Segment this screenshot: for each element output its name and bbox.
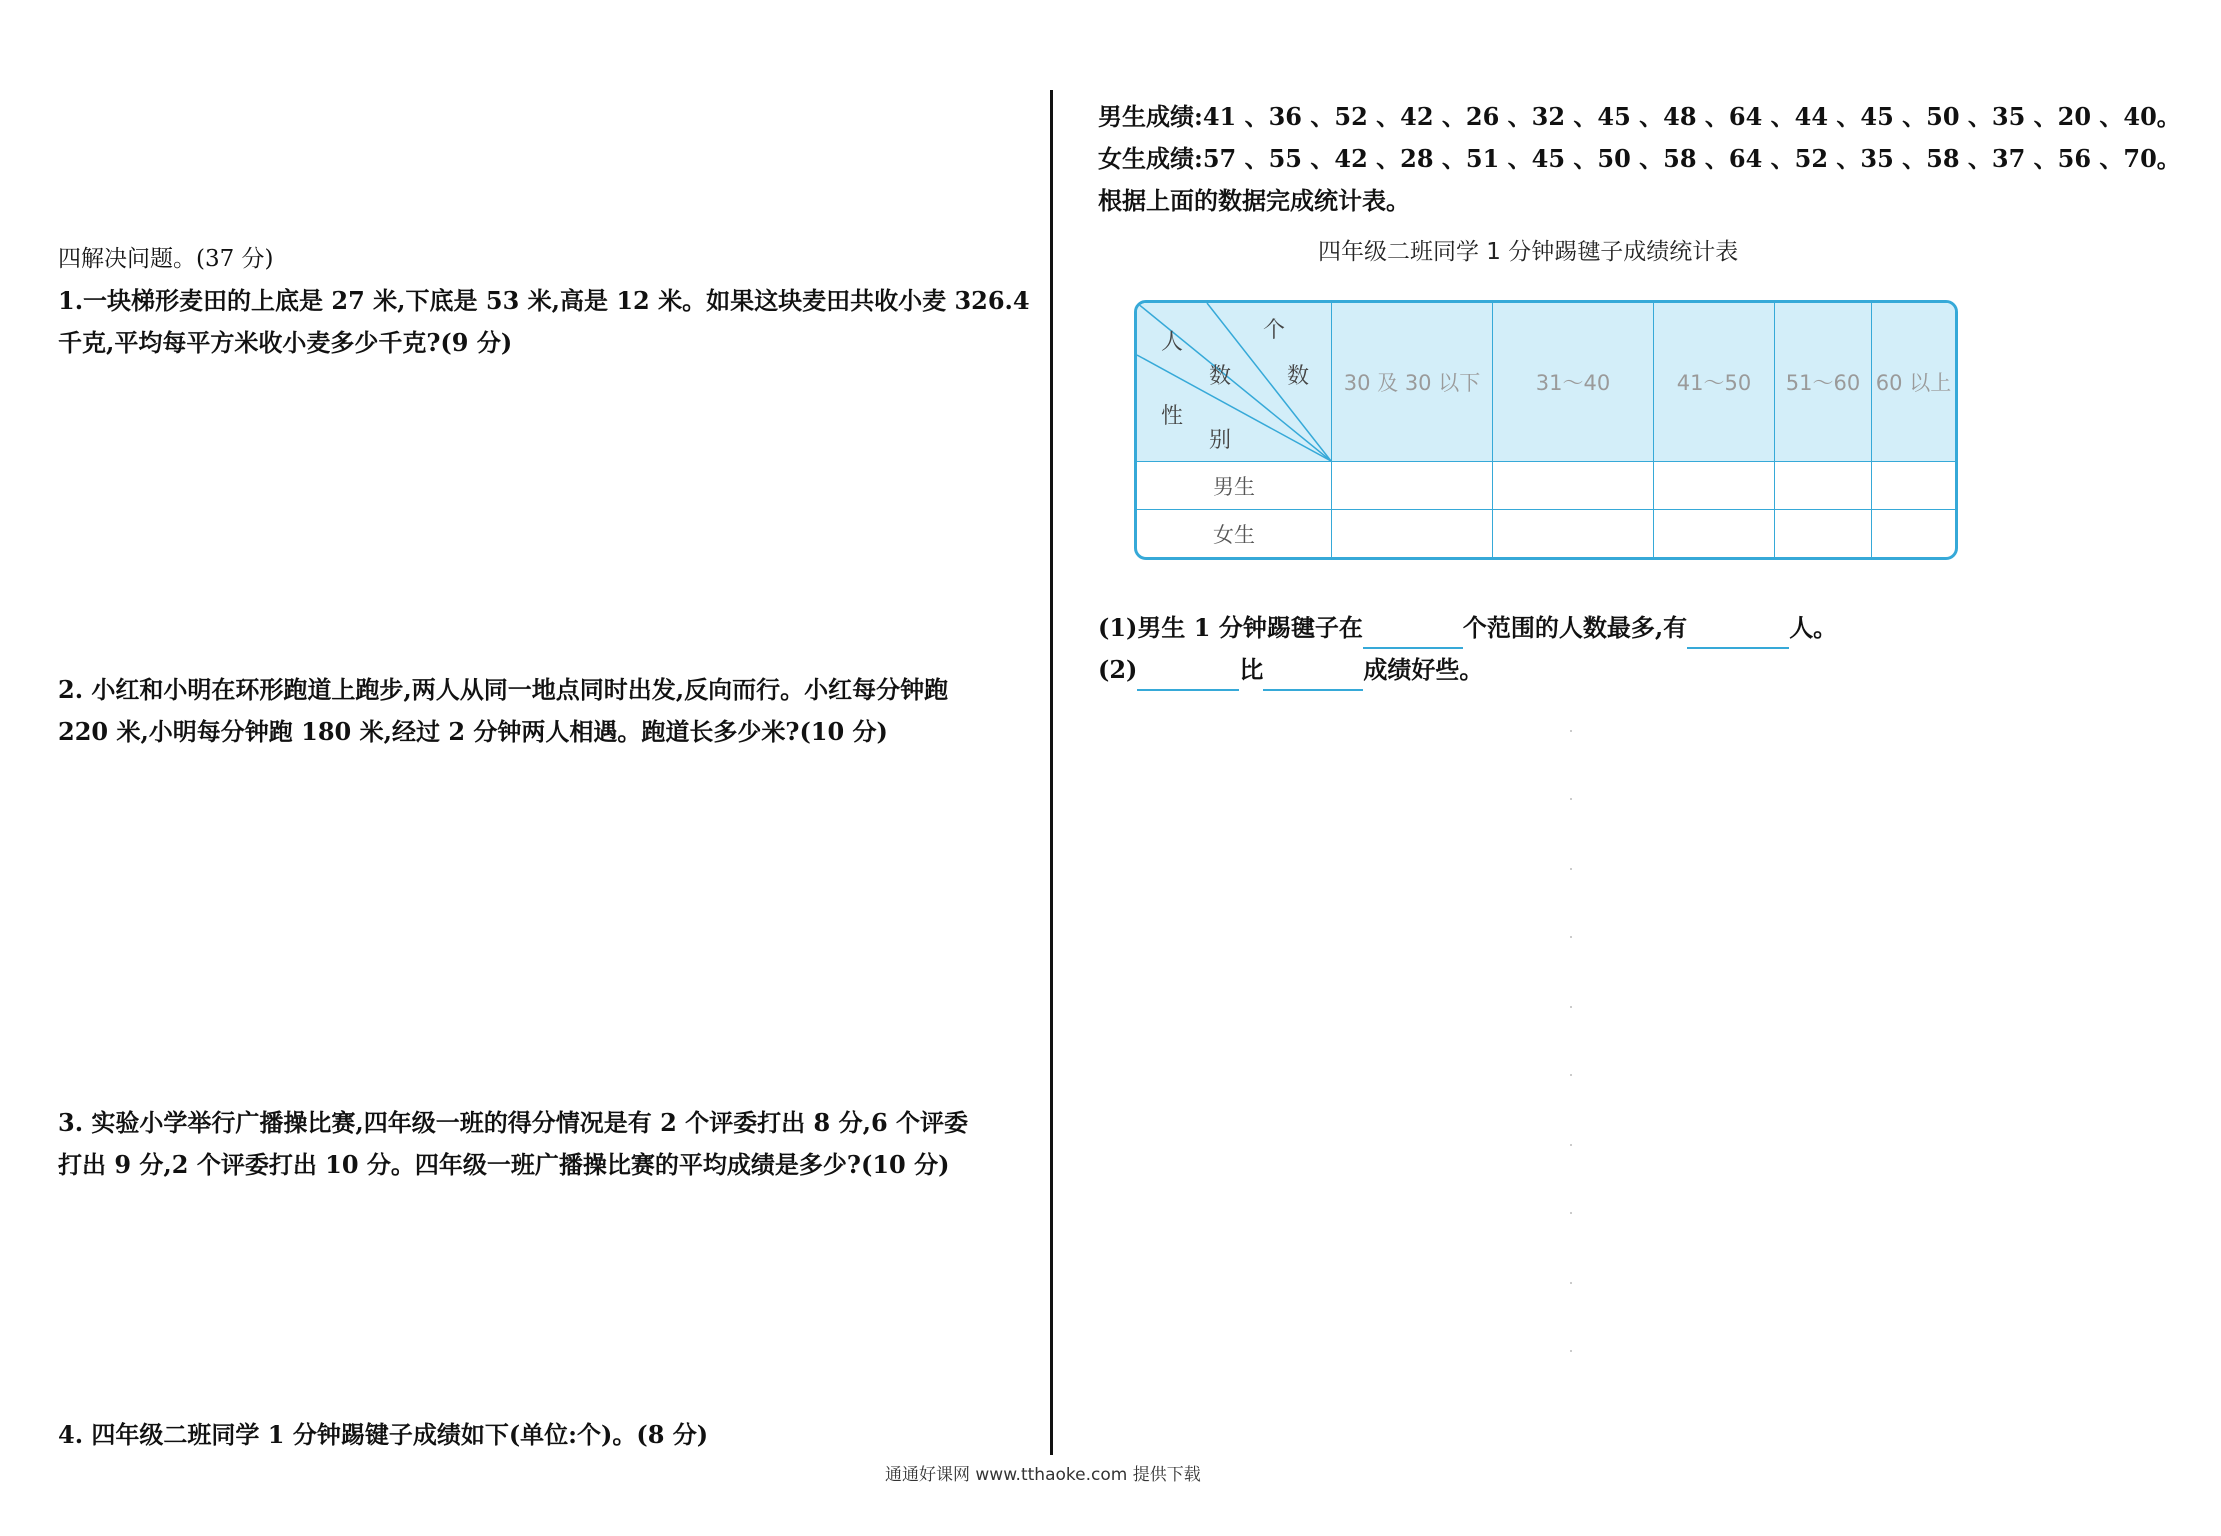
table-row <box>1137 462 1955 510</box>
table-cell[interactable] <box>1872 510 1956 558</box>
diag-label-shu1: 数 <box>1209 364 1232 389</box>
column-header: 41～50 <box>1654 303 1775 462</box>
sub-question-2-part-a: (2) <box>1098 655 1138 684</box>
table-cell[interactable] <box>1493 510 1654 558</box>
dot <box>1570 1212 1572 1214</box>
table-instruction: 根据上面的数据完成统计表。 <box>1098 186 1410 215</box>
sub-question-1 <box>1098 607 1837 649</box>
dot <box>1570 1006 1572 1008</box>
footer-watermark: 通通好课网 www.tthaoke.com 提供下载 <box>885 1465 1201 1485</box>
table-cell[interactable] <box>1332 462 1493 510</box>
diag-label-bie: 别 <box>1209 428 1232 453</box>
table-cell[interactable] <box>1654 462 1775 510</box>
sub-question-2-part-b: 比 <box>1239 655 1264 684</box>
dot <box>1570 936 1572 938</box>
section-title: 四解决问题。(37 分) <box>58 246 274 272</box>
answer-blank[interactable] <box>1363 617 1463 649</box>
dot <box>1570 868 1572 870</box>
diag-label-ren: 人 <box>1161 330 1184 355</box>
dot <box>1570 1282 1572 1284</box>
table-cell[interactable] <box>1872 462 1956 510</box>
girls-scores: 女生成绩:57 、55 、42 、28 、51 、45 、50 、58 、64 、52 、35 、58 、37 、56 、70。 <box>1098 144 2181 173</box>
question-1-line-1: 1.一块梯形麦田的上底是 27 米,下底是 53 米,高是 12 米。如果这块麦田共收小麦 326.4 <box>58 286 1030 315</box>
column-header: 30 及 30 以下 <box>1332 303 1493 462</box>
dot <box>1570 1074 1572 1076</box>
column-divider <box>1050 90 1053 1455</box>
diagonal-header-cell <box>1137 303 1332 462</box>
row-label: 男生 <box>1137 462 1332 510</box>
diag-label-xing: 性 <box>1161 404 1184 429</box>
table-cell[interactable] <box>1775 462 1872 510</box>
sub-question-1-part-b: 个范围的人数最多,有 <box>1462 613 1688 642</box>
question-2-line-1: 2. 小红和小明在环形跑道上跑步,两人从同一地点同时出发,反向而行。小红每分钟跑 <box>58 675 949 704</box>
boys-scores: 男生成绩:41 、36 、52 、42 、26 、32 、45 、48 、64 、44 、45 、50 、35 、20 、40。 <box>1098 102 2181 131</box>
dot <box>1570 730 1572 732</box>
question-1-line-2: 千克,平均每平方米收小麦多少千克?(9 分) <box>58 328 513 357</box>
dot <box>1570 1144 1572 1146</box>
diag-label-ge: 个 <box>1263 318 1286 343</box>
column-header: 31～40 <box>1493 303 1654 462</box>
column-header: 60 以上 <box>1872 303 1956 462</box>
table-cell[interactable] <box>1493 462 1654 510</box>
left-column <box>58 0 1030 1536</box>
answer-blank[interactable] <box>1263 659 1363 691</box>
question-2-line-2: 220 米,小明每分钟跑 180 米,经过 2 分钟两人相遇。跑道长多少米?(10 分) <box>58 717 888 746</box>
row-label: 女生 <box>1137 510 1332 558</box>
sub-question-1-part-c: 人。 <box>1789 613 1838 642</box>
sub-question-2 <box>1098 649 1483 691</box>
dot <box>1570 798 1572 800</box>
question-4-line-1: 4. 四年级二班同学 1 分钟踢键子成绩如下(单位:个)。(8 分) <box>58 1420 709 1449</box>
dot <box>1570 1350 1572 1352</box>
table-cell[interactable] <box>1332 510 1493 558</box>
sub-question-1-part-a: (1)男生 1 分钟踢毽子在 <box>1098 613 1363 642</box>
table-title: 四年级二班同学 1 分钟踢毽子成绩统计表 <box>1318 239 1739 265</box>
answer-blank[interactable] <box>1687 617 1789 649</box>
column-header: 51～60 <box>1775 303 1872 462</box>
sub-question-2-part-c: 成绩好些。 <box>1363 655 1484 684</box>
question-3-line-1: 3. 实验小学举行广播操比赛,四年级一班的得分情况是有 2 个评委打出 8 分,6 个评委 <box>58 1108 968 1137</box>
answer-blank[interactable] <box>1137 659 1239 691</box>
table-cell[interactable] <box>1654 510 1775 558</box>
question-3-line-2: 打出 9 分,2 个评委打出 10 分。四年级一班广播操比赛的平均成绩是多少?(10 分) <box>58 1150 950 1179</box>
table-row <box>1137 510 1955 558</box>
diag-label-shu2: 数 <box>1287 364 1310 389</box>
statistics-table <box>1134 300 1958 560</box>
right-column <box>1098 0 2181 1536</box>
table-cell[interactable] <box>1775 510 1872 558</box>
